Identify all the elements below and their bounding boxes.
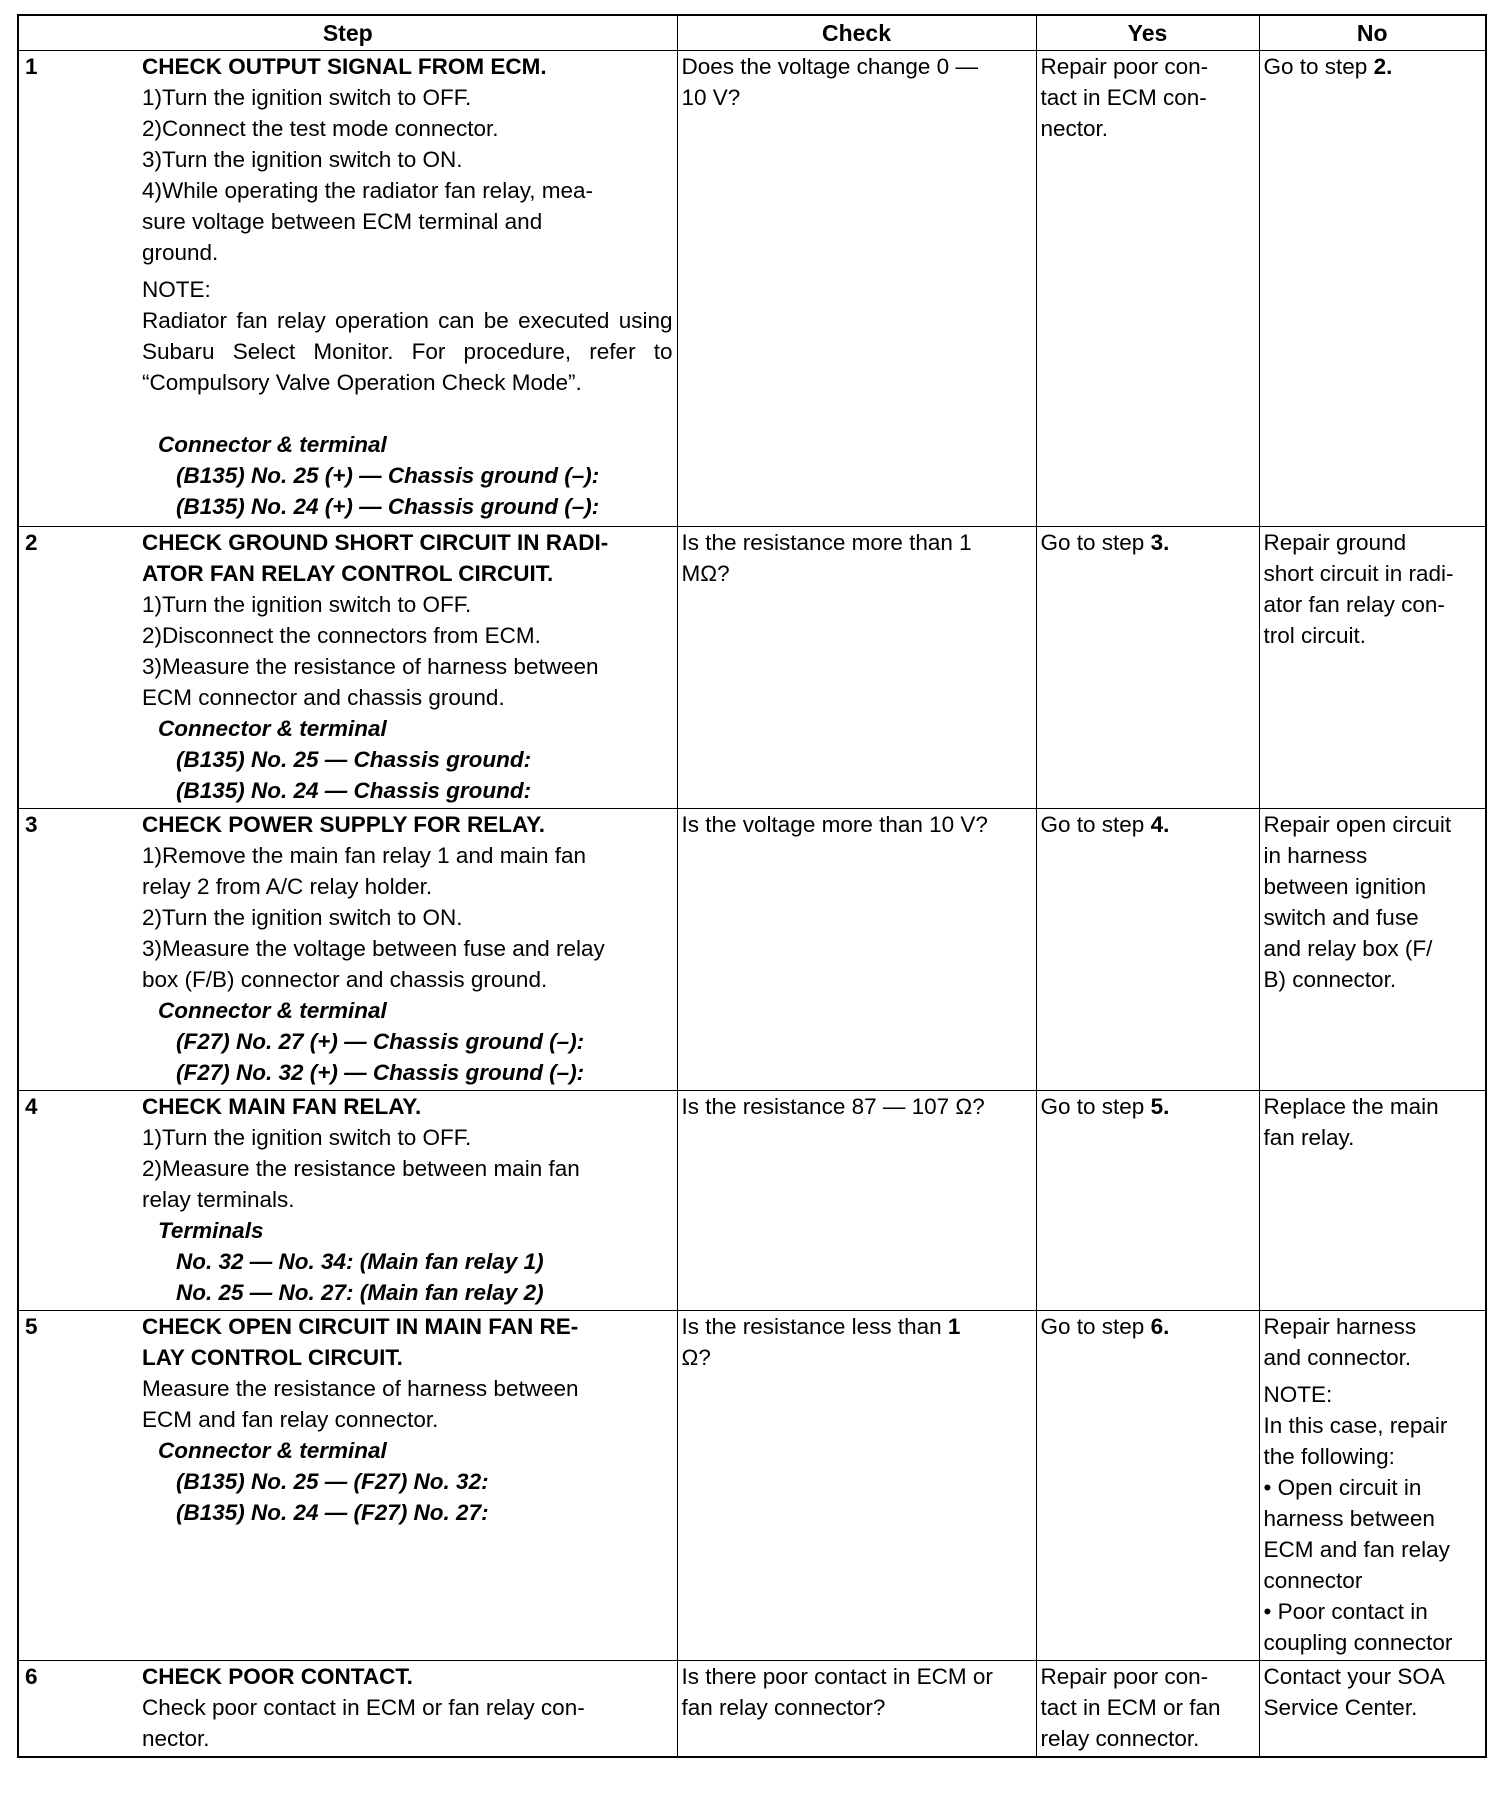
no-line: and connector. xyxy=(1263,1345,1412,1370)
step-line: Check poor contact in ECM or fan relay con- xyxy=(142,1695,585,1720)
table-row xyxy=(18,1311,1486,1661)
check-cell xyxy=(677,1661,1036,1758)
spacer xyxy=(142,398,673,429)
step-line: 3)Measure the resistance of harness between xyxy=(142,654,599,679)
yes-line: relay connector. xyxy=(1040,1726,1200,1751)
step-line: relay 2 from A/C relay holder. xyxy=(142,874,433,899)
step-number: 5 xyxy=(18,1311,142,1661)
no-line: trol circuit. xyxy=(1263,623,1367,648)
yes-cell xyxy=(1036,1091,1259,1311)
table-row xyxy=(18,51,1486,527)
step-description xyxy=(142,1091,677,1311)
no-line: Contact your SOA xyxy=(1263,1664,1445,1689)
connector-terminal-item: (B135) No. 24 — Chassis ground: xyxy=(176,778,532,803)
step-line: 1)Remove the main fan relay 1 and main fan xyxy=(142,843,586,868)
no-line: and relay box (F/ xyxy=(1263,936,1433,961)
no-line: fan relay. xyxy=(1263,1125,1355,1150)
no-line: Repair harness xyxy=(1263,1314,1417,1339)
check-text: Is the resistance less than xyxy=(681,1314,948,1339)
step-line: ECM and fan relay connector. xyxy=(142,1407,439,1432)
step-description xyxy=(142,809,677,1091)
connector-terminal-item: (F27) No. 32 (+) — Chassis ground (–): xyxy=(176,1060,585,1085)
step-title: ATOR FAN RELAY CONTROL CIRCUIT. xyxy=(142,561,554,586)
step-number: 6 xyxy=(18,1661,142,1758)
no-line: switch and fuse xyxy=(1263,905,1419,930)
check-line: Is the voltage more than 10 V? xyxy=(681,812,988,837)
bullet-line: ECM and fan relay xyxy=(1263,1537,1450,1562)
no-cell xyxy=(1259,51,1486,527)
goto-text: Go to step xyxy=(1040,530,1151,555)
step-line: ground. xyxy=(142,240,219,265)
terminals-item: No. 32 — No. 34: (Main fan relay 1) xyxy=(176,1249,544,1274)
header-no: No xyxy=(1259,15,1486,51)
note-text: Radiator fan relay operation can be executed using Subaru Select Monitor. For procedure, refer to “Compulsory Valve Operation Check Mode”. xyxy=(142,308,673,395)
check-cell xyxy=(677,1311,1036,1661)
step-title: CHECK GROUND SHORT CIRCUIT IN RADI- xyxy=(142,530,609,555)
yes-line: Repair poor con- xyxy=(1040,1664,1209,1689)
step-title: CHECK POWER SUPPLY FOR RELAY. xyxy=(142,812,546,837)
connector-terminal-item: (B135) No. 24 (+) — Chassis ground (–): xyxy=(176,494,600,519)
check-cell xyxy=(677,527,1036,809)
yes-line: tact in ECM con- xyxy=(1040,85,1207,110)
connector-terminal-item: (B135) No. 25 — (F27) No. 32: xyxy=(176,1469,489,1494)
no-line: short circuit in radi- xyxy=(1263,561,1454,586)
step-line: 2)Connect the test mode connector. xyxy=(142,116,499,141)
header-check: Check xyxy=(677,15,1036,51)
terminals-item: No. 25 — No. 27: (Main fan relay 2) xyxy=(176,1280,544,1305)
step-title: CHECK POOR CONTACT. xyxy=(142,1664,413,1689)
step-line: relay terminals. xyxy=(142,1187,295,1212)
step-line: 3)Measure the voltage between fuse and relay xyxy=(142,936,605,961)
step-line: nector. xyxy=(142,1726,210,1751)
step-line: Measure the resistance of harness between xyxy=(142,1376,579,1401)
no-line: Replace the main xyxy=(1263,1094,1439,1119)
goto-text: Go to step xyxy=(1040,812,1151,837)
no-line: between ignition xyxy=(1263,874,1427,899)
connector-terminal-heading: Connector & terminal xyxy=(158,432,387,457)
step-description xyxy=(142,1661,677,1758)
bullet-line: connector xyxy=(1263,1568,1363,1593)
no-cell xyxy=(1259,1091,1486,1311)
check-line: Is there poor contact in ECM or xyxy=(681,1664,993,1689)
yes-line: nector. xyxy=(1040,116,1109,141)
check-cell xyxy=(677,1091,1036,1311)
check-cell xyxy=(677,51,1036,527)
connector-terminal-item: (B135) No. 25 — Chassis ground: xyxy=(176,747,532,772)
step-title: LAY CONTROL CIRCUIT. xyxy=(142,1345,403,1370)
goto-step-number: 5. xyxy=(1150,1094,1170,1119)
goto-step-number: 4. xyxy=(1150,812,1170,837)
check-cell xyxy=(677,809,1036,1091)
diagnostic-table xyxy=(17,14,1487,1758)
goto-step-number: 2. xyxy=(1373,54,1393,79)
goto-text: Go to step xyxy=(1263,54,1374,79)
table-row xyxy=(18,1661,1486,1758)
terminals-heading: Terminals xyxy=(158,1218,264,1243)
diagnostic-table-container xyxy=(17,14,1485,1758)
no-cell xyxy=(1259,1311,1486,1661)
yes-cell xyxy=(1036,1661,1259,1758)
step-line: 2)Disconnect the connectors from ECM. xyxy=(142,623,541,648)
bullet-line: • Open circuit in xyxy=(1263,1475,1422,1500)
goto-text: Go to step xyxy=(1040,1314,1151,1339)
check-line: Is the resistance more than 1 xyxy=(681,530,972,555)
no-line: Service Center. xyxy=(1263,1695,1418,1720)
bullet-line: coupling connector xyxy=(1263,1630,1453,1655)
check-line: fan relay connector? xyxy=(681,1695,886,1720)
yes-cell xyxy=(1036,809,1259,1091)
check-line: 10 V? xyxy=(681,85,741,110)
step-description xyxy=(142,51,677,527)
yes-cell xyxy=(1036,527,1259,809)
goto-step-number: 3. xyxy=(1150,530,1170,555)
step-title: CHECK OPEN CIRCUIT IN MAIN FAN RE- xyxy=(142,1314,579,1339)
no-line: Repair open circuit xyxy=(1263,812,1452,837)
check-line xyxy=(682,1311,1033,1342)
step-description xyxy=(142,527,677,809)
table-row xyxy=(18,809,1486,1091)
note-line: the following: xyxy=(1263,1444,1395,1469)
no-cell xyxy=(1259,1661,1486,1758)
connector-terminal-heading: Connector & terminal xyxy=(158,716,387,741)
goto-text: Go to step xyxy=(1040,1094,1151,1119)
step-line: 1)Turn the ignition switch to OFF. xyxy=(142,592,472,617)
yes-line: Repair poor con- xyxy=(1040,54,1209,79)
connector-terminal-heading: Connector & terminal xyxy=(158,1438,387,1463)
header-row xyxy=(18,15,1486,51)
step-line: sure voltage between ECM terminal and xyxy=(142,209,543,234)
no-line: B) connector. xyxy=(1263,967,1397,992)
yes-cell xyxy=(1036,51,1259,527)
bullet-line: harness between xyxy=(1263,1506,1435,1531)
no-line: in harness xyxy=(1263,843,1368,868)
check-line: MΩ? xyxy=(681,561,730,586)
step-line: 4)While operating the radiator fan relay, mea- xyxy=(142,178,594,203)
note-label: NOTE: xyxy=(1263,1382,1333,1407)
note-line: In this case, repair xyxy=(1263,1413,1448,1438)
table-row xyxy=(18,1091,1486,1311)
header-yes: Yes xyxy=(1036,15,1259,51)
step-number: 4 xyxy=(18,1091,142,1311)
step-title: CHECK OUTPUT SIGNAL FROM ECM. xyxy=(142,54,547,79)
no-cell xyxy=(1259,809,1486,1091)
connector-terminal-heading: Connector & terminal xyxy=(158,998,387,1023)
bullet-line: • Poor contact in xyxy=(1263,1599,1428,1624)
step-number: 2 xyxy=(18,527,142,809)
step-number: 3 xyxy=(18,809,142,1091)
connector-terminal-item: (F27) No. 27 (+) — Chassis ground (–): xyxy=(176,1029,585,1054)
step-description xyxy=(142,1311,677,1661)
goto-step-number: 6. xyxy=(1150,1314,1170,1339)
connector-terminal-item: (B135) No. 25 (+) — Chassis ground (–): xyxy=(176,463,600,488)
check-unit: Ω? xyxy=(681,1345,711,1370)
note-label: NOTE: xyxy=(142,277,211,302)
yes-cell xyxy=(1036,1311,1259,1661)
table-row xyxy=(18,527,1486,809)
step-line: 3)Turn the ignition switch to ON. xyxy=(142,147,463,172)
check-value: 1 xyxy=(947,1314,961,1339)
step-line: 2)Measure the resistance between main fan xyxy=(142,1156,580,1181)
step-line: box (F/B) connector and chassis ground. xyxy=(142,967,548,992)
step-line: ECM connector and chassis ground. xyxy=(142,685,505,710)
no-cell xyxy=(1259,527,1486,809)
step-line: 2)Turn the ignition switch to ON. xyxy=(142,905,463,930)
connector-terminal-item: (B135) No. 24 — (F27) No. 27: xyxy=(176,1500,489,1525)
no-line: ator fan relay con- xyxy=(1263,592,1445,617)
step-number: 1 xyxy=(18,51,142,527)
yes-line: tact in ECM or fan xyxy=(1040,1695,1221,1720)
step-line: 1)Turn the ignition switch to OFF. xyxy=(142,85,472,110)
header-step: Step xyxy=(18,15,677,51)
step-line: 1)Turn the ignition switch to OFF. xyxy=(142,1125,472,1150)
no-line: Repair ground xyxy=(1263,530,1407,555)
check-line: Is the resistance 87 — 107 Ω? xyxy=(681,1094,985,1119)
step-title: CHECK MAIN FAN RELAY. xyxy=(142,1094,422,1119)
check-line: Does the voltage change 0 — xyxy=(681,54,978,79)
